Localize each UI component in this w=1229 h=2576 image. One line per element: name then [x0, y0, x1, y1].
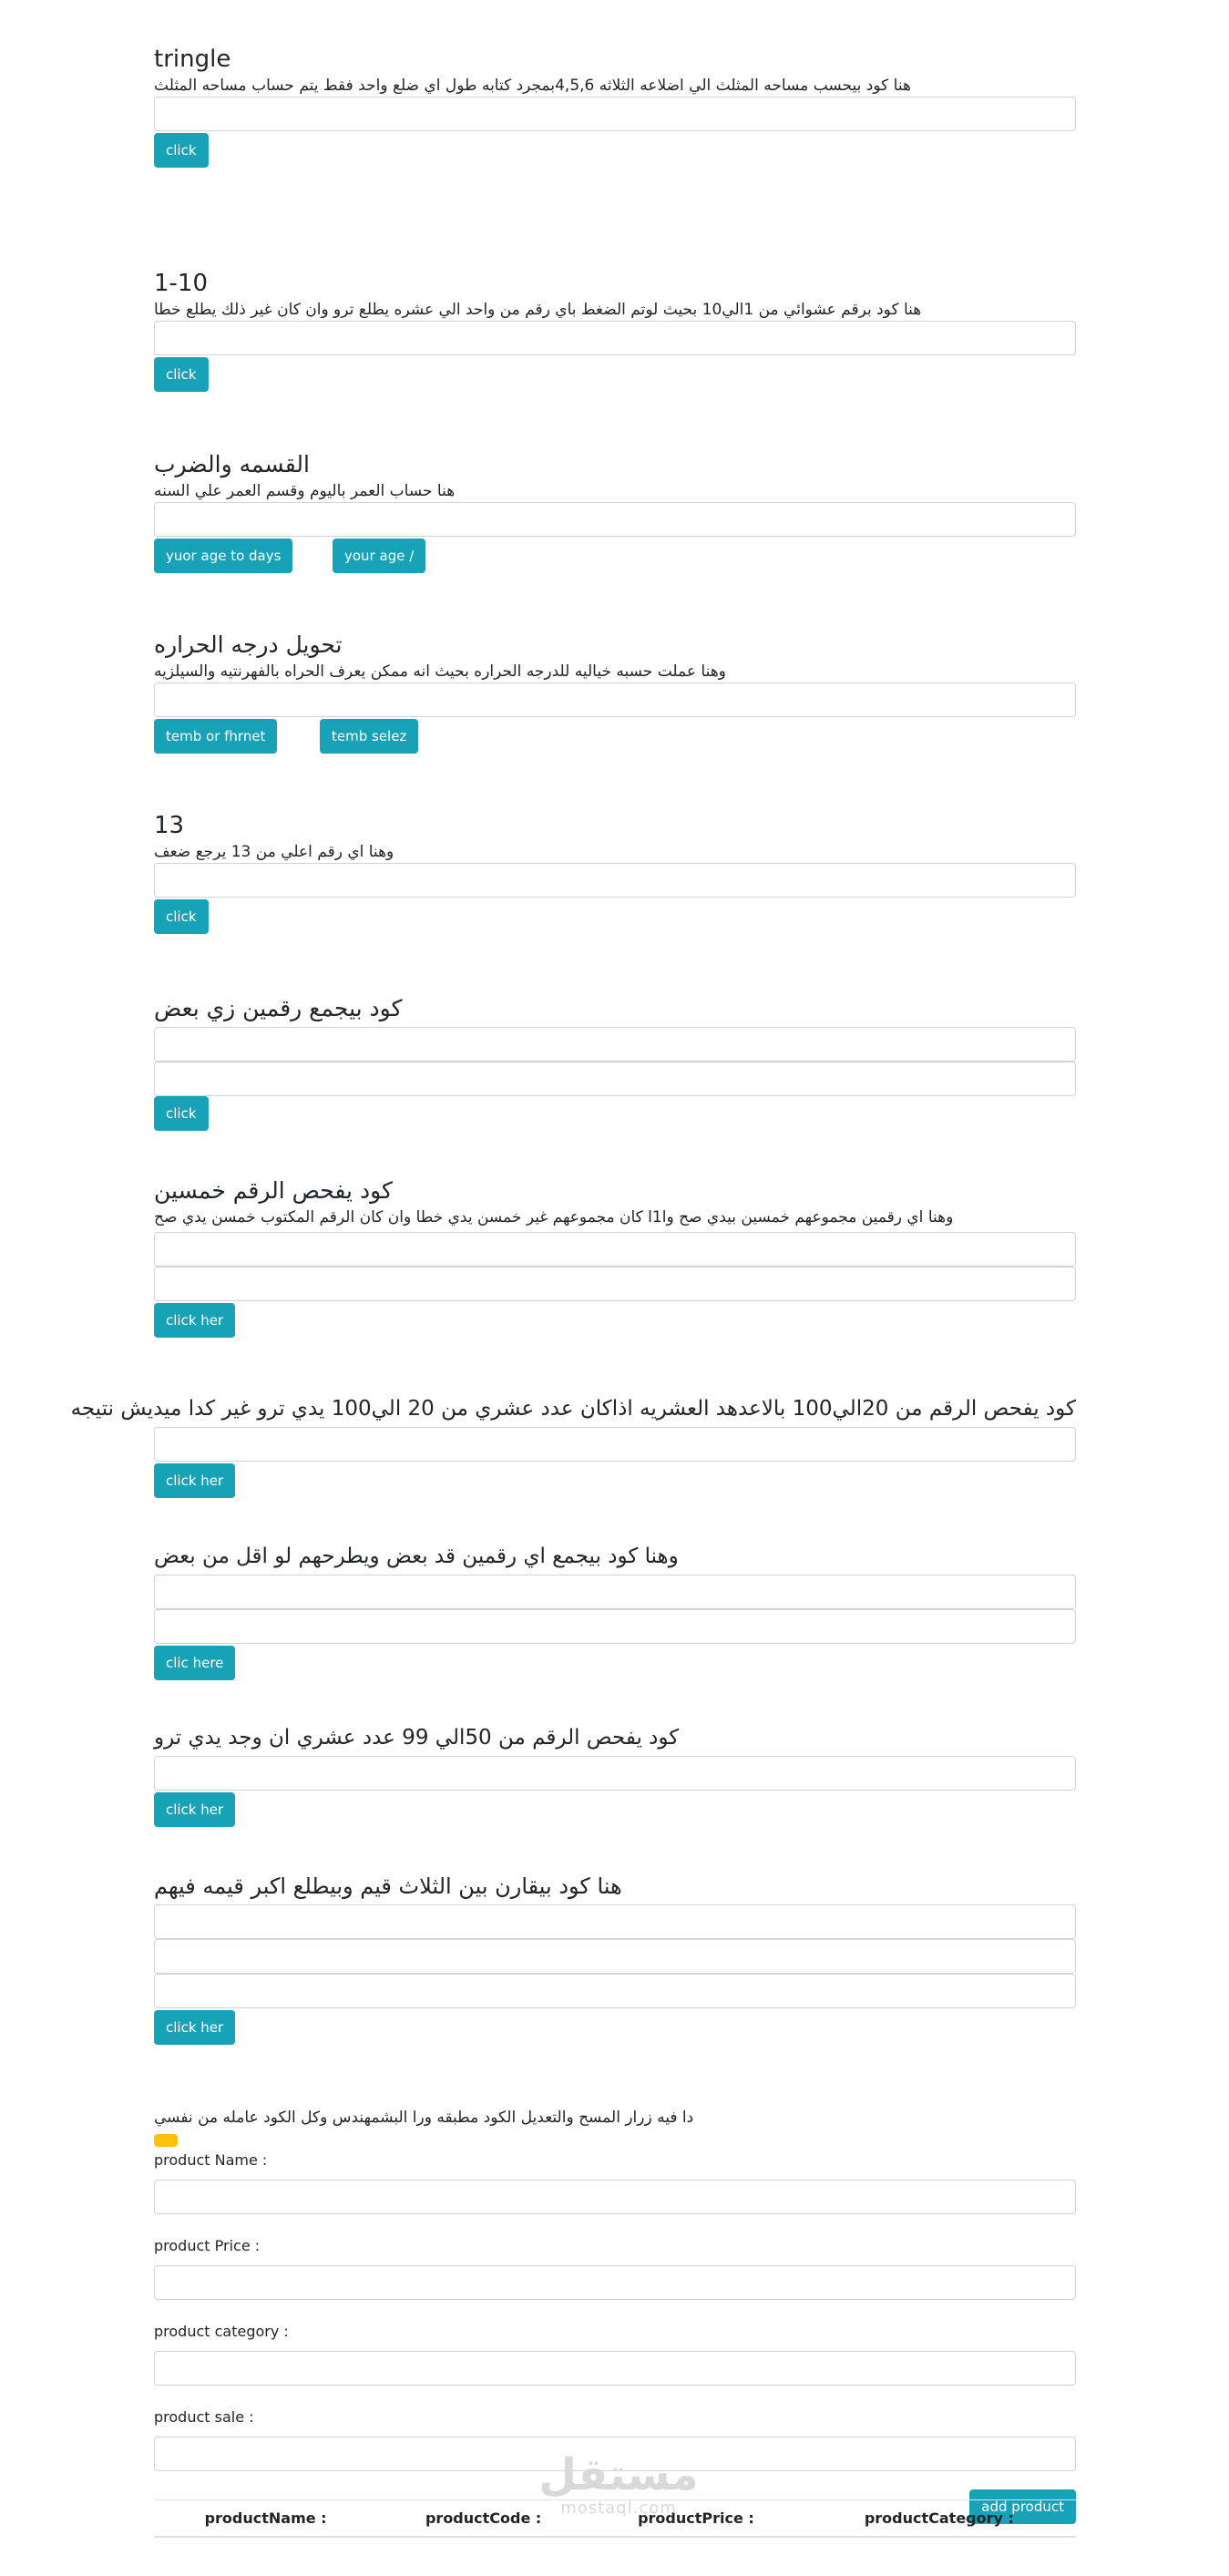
tens-check-section	[70, 1392, 1076, 1498]
add-subtract-section	[154, 1540, 1076, 1680]
temperature-button-row	[154, 719, 1076, 754]
product-sale-label: product sale :	[154, 2408, 254, 2426]
random-section	[154, 268, 1076, 392]
sum-first-number-input[interactable]	[154, 1027, 1076, 1062]
celsius-button[interactable]: temb selez	[320, 719, 418, 754]
age-section	[154, 449, 1076, 573]
sum-two-click-button[interactable]: click	[154, 1096, 209, 1131]
triangle-click-button[interactable]: click	[154, 133, 209, 168]
random-number-input[interactable]	[154, 321, 1076, 355]
triangle-side-input[interactable]	[154, 97, 1076, 131]
sum-two-title: كود بيجمع رقمين زي بعض	[154, 995, 403, 1021]
thirteen-section	[154, 810, 1076, 934]
header-product-price: productPrice :	[589, 2500, 803, 2538]
max-third-value-input[interactable]	[154, 1974, 1076, 2008]
add-product-button[interactable]: add product	[969, 2489, 1076, 2524]
fifty-ninety-nine-input[interactable]	[154, 1756, 1076, 1791]
fifty-check-section	[154, 1175, 1076, 1338]
thirteen-input[interactable]	[154, 863, 1076, 898]
thirteen-title: 13	[154, 812, 185, 839]
add-first-number-input[interactable]	[154, 1575, 1076, 1609]
age-divide-button[interactable]: your age /	[333, 539, 425, 573]
age-input[interactable]	[154, 502, 1076, 537]
triangle-title: tringle	[154, 46, 231, 73]
products-note: دا فيه زرار المسح والتعديل الكود مطبقه ورا البشمهندس وكل الكود عامله من نفسي	[154, 2109, 694, 2127]
fifty-second-number-input[interactable]	[154, 1267, 1076, 1301]
tens-check-input[interactable]	[154, 1427, 1076, 1462]
header-product-category: productCategory :	[803, 2500, 1076, 2538]
temperature-section	[154, 630, 1076, 754]
fifty-check-description: وهنا اي رقمين مجموعهم خمسين بيدي صح وا1ا كان مجموعهم غير خمسن يدي خطا وان كان الرقم المكتوب خمسن يدي صح	[154, 1208, 954, 1226]
fifty-ninety-nine-button[interactable]: click her	[154, 1792, 235, 1827]
product-price-label: product Price :	[154, 2237, 261, 2254]
add-subtract-button[interactable]: clic here	[154, 1646, 235, 1680]
temperature-title: تحويل درجه الحراره	[154, 631, 343, 658]
tens-check-button[interactable]: click her	[154, 1463, 235, 1498]
header-product-code: productCode :	[377, 2500, 589, 2538]
max-three-button[interactable]: click her	[154, 2010, 235, 2045]
age-title: القسمه والضرب	[154, 451, 310, 477]
product-name-label: product Name :	[154, 2151, 268, 2169]
random-description: هنا كود برقم عشوائي من 1الي10 بحيث لوتم الضغط باي رقم من واحد الي عشره يطلع ترو وان كان غير ذلك يطلع خطا	[154, 301, 922, 319]
max-three-title: هنا كود بيقارن بين الثلاث قيم وبيطلع اكبر قيمه فيهم	[154, 1873, 622, 1899]
yellow-button[interactable]	[154, 2134, 178, 2147]
temperature-description: وهنا عملت حسبه خياليه للدرجه الحراره بحيث انه ممكن يعرف الحراه بالفهرنتيه والسيلزيه	[154, 662, 726, 681]
max-first-value-input[interactable]	[154, 1904, 1076, 1939]
thirteen-click-button[interactable]: click	[154, 899, 209, 934]
random-click-button[interactable]: click	[154, 357, 209, 392]
fifty-ninety-nine-section	[154, 1721, 1076, 1827]
fahrenheit-button[interactable]: temb or fhrnet	[154, 719, 277, 754]
add-second-number-input[interactable]	[154, 1609, 1076, 1644]
product-price-input[interactable]	[154, 2265, 1076, 2300]
watermark-logo-text: مستقل	[538, 2449, 699, 2500]
max-second-value-input[interactable]	[154, 1939, 1076, 1974]
product-category-input[interactable]	[154, 2351, 1076, 2386]
sum-second-number-input[interactable]	[154, 1062, 1076, 1096]
age-to-days-button[interactable]: yuor age to days	[154, 539, 292, 573]
fifty-first-number-input[interactable]	[154, 1232, 1076, 1267]
fifty-check-title: كود يفحص الرقم خمسين	[154, 1177, 393, 1204]
sum-two-section	[154, 990, 1076, 1131]
random-title: 1-10	[154, 270, 209, 297]
header-product-name: productName :	[154, 2500, 377, 2538]
thirteen-description: وهنا اي رقم اعلي من 13 يرجع ضعف	[154, 843, 394, 861]
products-table	[154, 2499, 1076, 2538]
age-button-row	[154, 539, 1076, 573]
watermark-domain: mostaql.com	[560, 2499, 677, 2518]
age-description: هنا حساب العمر باليوم وقسم العمر علي السنه	[154, 482, 456, 500]
products-section	[154, 2107, 1076, 2524]
triangle-description: هنا كود بيحسب مساحه المثلث الي اضلاعه الثلاثه 4,5,6بمجرد كتابه طول اي ضلع واحد فقط يتم حساب مساحه المثلث	[154, 77, 911, 95]
product-category-label: product category :	[154, 2323, 289, 2340]
fifty-ninety-nine-title: كود يفحص الرقم من 50الي 99 عدد عشري ان وجد يدي ترو	[154, 1726, 680, 1750]
max-three-section	[154, 1870, 1076, 2045]
product-sale-input[interactable]	[154, 2437, 1076, 2471]
temperature-input[interactable]	[154, 682, 1076, 717]
product-name-input[interactable]	[154, 2180, 1076, 2214]
triangle-section	[154, 44, 1076, 168]
products-table-header-row	[154, 2500, 1076, 2538]
add-subtract-title: وهنا كود بيجمع اي رقمين قد بعض ويطرحهم لو اقل من بعض	[154, 1545, 679, 1568]
tens-check-title: كود يفحص الرقم من 20الي100 بالاعدهد العشريه اذاكان عدد عشري من 20 الي100 يدي ترو غير كدا ميديش نتيجه	[70, 1397, 1076, 1421]
fifty-check-button[interactable]: click her	[154, 1303, 235, 1338]
